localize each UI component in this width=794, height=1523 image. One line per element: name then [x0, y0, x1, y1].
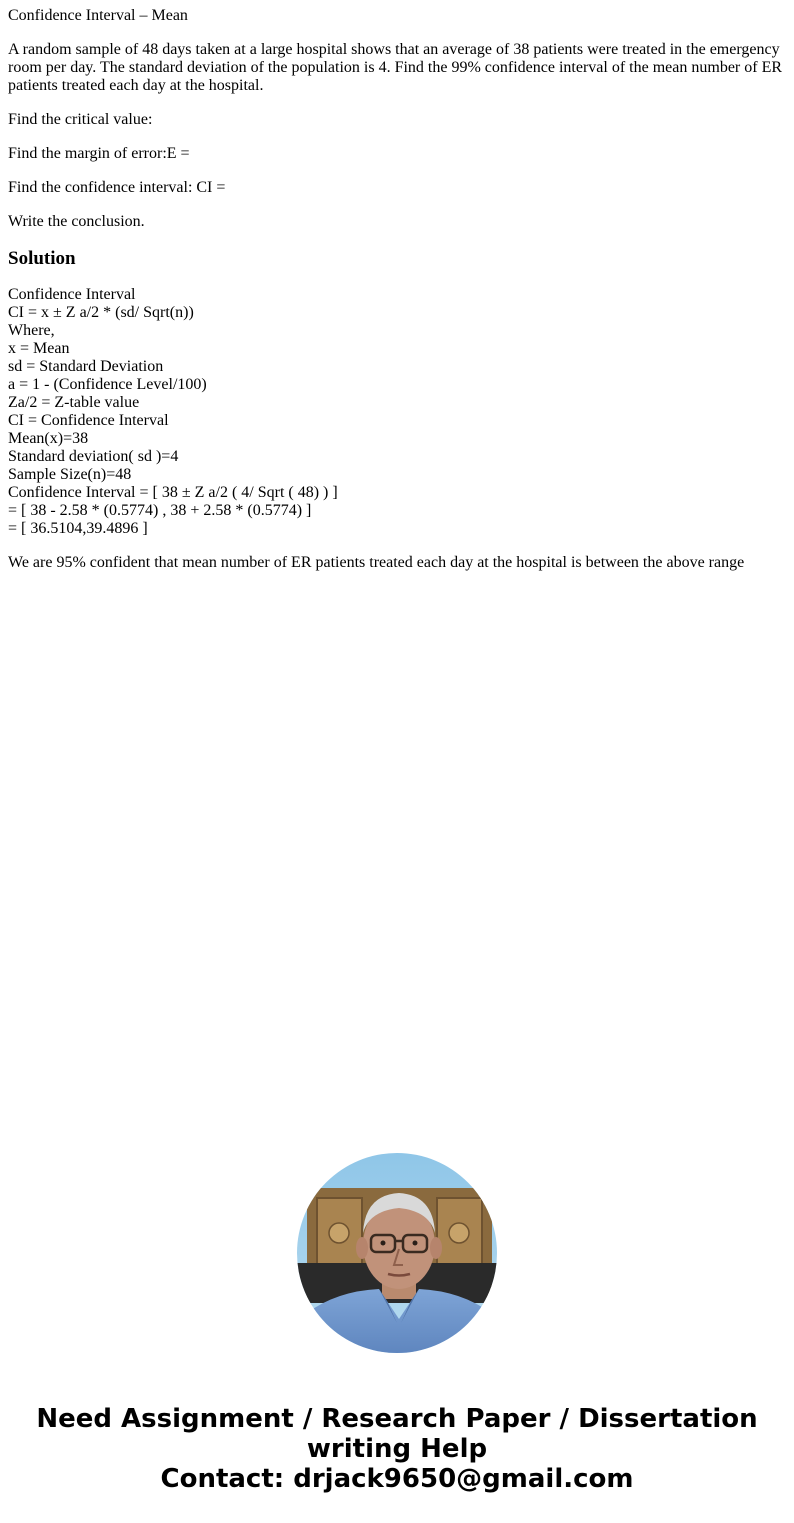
prompt-confidence-interval: Find the confidence interval: CI =	[8, 179, 226, 196]
contact-footer	[0, 1404, 794, 1494]
solution-line: = [ 38 - 2.58 * (0.5774) , 38 + 2.58 * (0.5774) ]	[8, 502, 312, 519]
prompt-critical-value: Find the critical value:	[8, 111, 153, 128]
solution-line: Where,	[8, 322, 55, 339]
prompt-margin-of-error: Find the margin of error:E =	[8, 145, 190, 162]
solution-line: x = Mean	[8, 340, 70, 357]
solution-line: sd = Standard Deviation	[8, 358, 164, 375]
solution-block	[8, 286, 788, 538]
solution-line: Confidence Interval	[8, 286, 136, 303]
solution-line: Confidence Interval = [ 38 ± Z a/2 ( 4/ Sqrt ( 48) ) ]	[8, 484, 338, 501]
solution-line: CI = x ± Z a/2 * (sd/ Sqrt(n))	[8, 304, 194, 321]
document-body	[8, 7, 788, 572]
solution-line: Mean(x)=38	[8, 430, 89, 447]
solution-line: Za/2 = Z-table value	[8, 394, 140, 411]
solution-line: Standard deviation( sd )=4	[8, 448, 179, 465]
person-portrait-icon	[297, 1153, 497, 1353]
avatar	[297, 1153, 497, 1353]
footer-contact-line: Contact: drjack9650@gmail.com	[160, 1464, 634, 1494]
footer-line-1: Need Assignment / Research Paper / Dissertation	[36, 1404, 758, 1434]
conclusion-text: We are 95% confident that mean number of ER patients treated each day at the hospital is between the above range	[8, 554, 745, 571]
solution-line: a = 1 - (Confidence Level/100)	[8, 376, 207, 393]
question-title: Confidence Interval – Mean	[8, 7, 188, 24]
problem-statement: A random sample of 48 days taken at a large hospital shows that an average of 38 patients were treated in the emergency room per day. The standard deviation of the population is 4. Find the 99% confidence interval of the mean number of ER patients treated each day at the hospital.	[8, 41, 783, 94]
footer-line-2: writing Help	[306, 1434, 488, 1464]
prompt-conclusion: Write the conclusion.	[8, 213, 145, 230]
solution-heading: Solution	[8, 248, 76, 269]
solution-line: = [ 36.5104,39.4896 ]	[8, 520, 148, 537]
solution-line: CI = Confidence Interval	[8, 412, 169, 429]
solution-line: Sample Size(n)=48	[8, 466, 132, 483]
